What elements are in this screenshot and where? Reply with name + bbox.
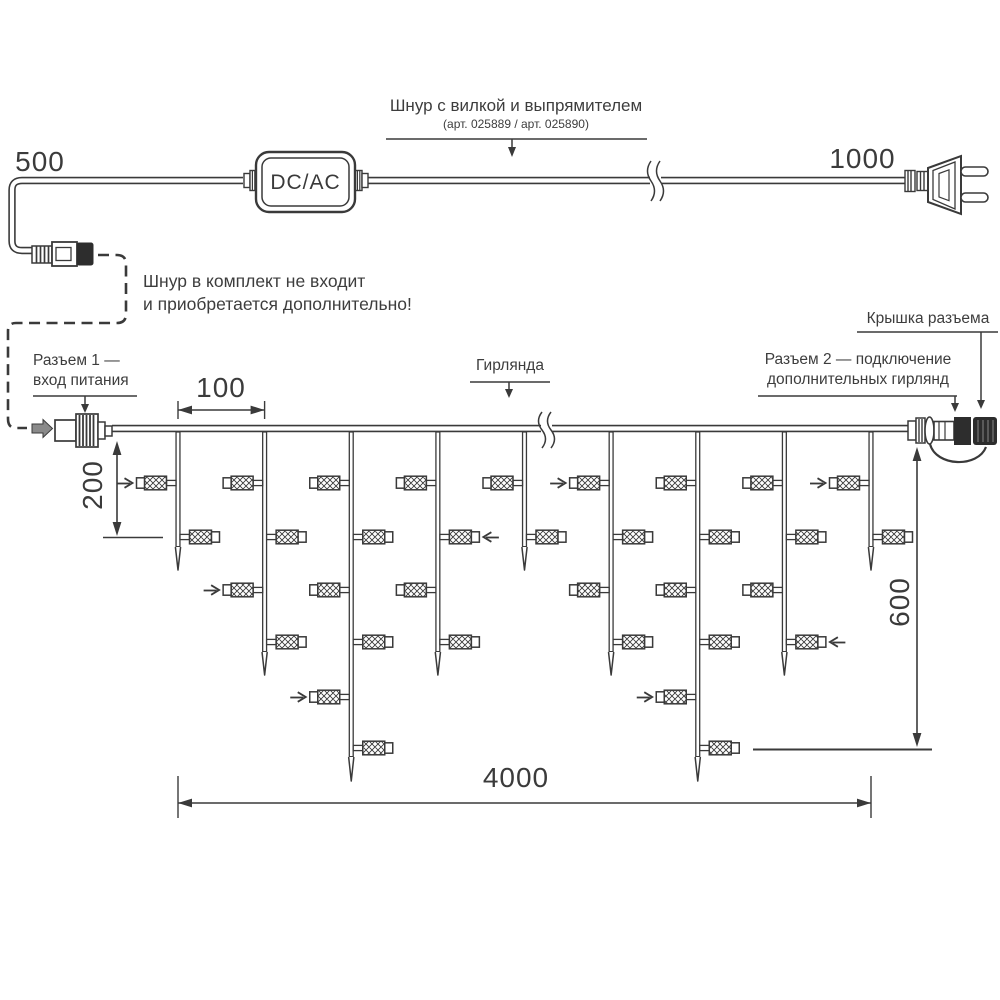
drop-tip bbox=[262, 652, 267, 675]
bulb-stub bbox=[340, 587, 350, 592]
bulb-cap bbox=[731, 637, 739, 647]
bulb bbox=[310, 476, 350, 490]
bulb-body bbox=[363, 530, 385, 544]
bulb-body bbox=[231, 583, 253, 597]
bulb-cap bbox=[396, 478, 404, 488]
bulb-body bbox=[796, 530, 818, 544]
title-pointer-arrow bbox=[508, 147, 516, 157]
bulb-body bbox=[363, 635, 385, 649]
bulb-cap bbox=[471, 532, 479, 542]
bulb bbox=[786, 635, 845, 649]
bulb-body bbox=[623, 635, 645, 649]
bulb-stub bbox=[786, 534, 796, 539]
cord-note bbox=[143, 270, 412, 316]
bulb bbox=[786, 530, 826, 544]
bulb bbox=[483, 476, 523, 490]
cord-note-line1: Шнур в комплект не входит bbox=[143, 271, 366, 291]
bulb-stub bbox=[440, 534, 450, 539]
drop-tip bbox=[695, 757, 700, 781]
bulb-stub bbox=[340, 480, 350, 485]
cord-connector bbox=[32, 242, 93, 266]
bulb-body bbox=[664, 690, 686, 704]
bulb-stub bbox=[773, 480, 783, 485]
dim-1000-label: 1000 bbox=[829, 143, 896, 174]
garland-label: Гирлянда bbox=[476, 357, 544, 374]
bulb-cap bbox=[731, 743, 739, 753]
bulb bbox=[290, 690, 349, 704]
bulb-stub bbox=[860, 480, 870, 485]
bulb-cap bbox=[905, 532, 913, 542]
bulb-cap bbox=[310, 478, 318, 488]
bulb bbox=[810, 476, 869, 490]
drop-tip bbox=[435, 652, 440, 675]
bulb-cap bbox=[310, 585, 318, 595]
bulb-cap bbox=[818, 637, 826, 647]
dcac-label: DC/AC bbox=[270, 171, 341, 194]
bulb bbox=[613, 530, 653, 544]
bulb-cap bbox=[212, 532, 220, 542]
bulb bbox=[550, 476, 609, 490]
bulb-cap bbox=[645, 532, 653, 542]
bulb-body bbox=[796, 635, 818, 649]
bulb-stub bbox=[513, 480, 523, 485]
bulb-stub bbox=[700, 639, 710, 644]
bulb-body bbox=[190, 530, 212, 544]
bulb-stub bbox=[440, 639, 450, 644]
bulb-cap bbox=[731, 532, 739, 542]
dim-200-label: 200 bbox=[77, 460, 108, 510]
bulb-cap bbox=[385, 637, 393, 647]
bulb-stub bbox=[613, 534, 623, 539]
bulb-stub bbox=[527, 534, 537, 539]
bulb-body bbox=[231, 476, 253, 490]
bulb-cap bbox=[818, 532, 826, 542]
bulb-stub bbox=[253, 587, 263, 592]
bulb-cap bbox=[223, 585, 231, 595]
bulb bbox=[353, 530, 393, 544]
bulb-cap bbox=[656, 478, 664, 488]
bulb-cap bbox=[137, 478, 145, 488]
bulb bbox=[743, 583, 783, 597]
bulb-stub bbox=[786, 639, 796, 644]
bulb-body bbox=[578, 476, 600, 490]
bulb-stub bbox=[600, 480, 610, 485]
bulb bbox=[656, 583, 696, 597]
connector1-label: Разъем 1 — вход питания bbox=[33, 352, 129, 389]
bulb-stub bbox=[167, 480, 177, 485]
bulb-cap bbox=[298, 637, 306, 647]
bulb-stub bbox=[340, 694, 350, 699]
bulb bbox=[700, 741, 740, 755]
bulb-body bbox=[404, 476, 426, 490]
bulb bbox=[267, 635, 307, 649]
bulb bbox=[440, 635, 480, 649]
bulb bbox=[353, 741, 393, 755]
bulb-body bbox=[318, 690, 340, 704]
drop-tip bbox=[349, 757, 354, 781]
plug-prong bbox=[961, 193, 988, 202]
bulb bbox=[396, 476, 436, 490]
bulb-stub bbox=[700, 534, 710, 539]
bulb-body bbox=[449, 635, 471, 649]
bulb bbox=[353, 635, 393, 649]
bulb-body bbox=[318, 583, 340, 597]
bulb-body bbox=[751, 583, 773, 597]
drop-tip bbox=[522, 547, 527, 570]
bulb-body bbox=[664, 583, 686, 597]
bulb-stub bbox=[600, 587, 610, 592]
bulb-cap bbox=[396, 585, 404, 595]
bulb-cap bbox=[570, 585, 578, 595]
cap-strap bbox=[930, 444, 986, 462]
bulb-cap bbox=[483, 478, 491, 488]
bulb-stub bbox=[686, 480, 696, 485]
bulb bbox=[117, 476, 176, 490]
connector-2-body bbox=[954, 417, 971, 445]
bulb-cap bbox=[223, 478, 231, 488]
bulb bbox=[873, 530, 913, 544]
dim-100-label: 100 bbox=[196, 372, 246, 403]
bulb-cap bbox=[558, 532, 566, 542]
bulb-cap bbox=[656, 585, 664, 595]
bulb-stub bbox=[353, 745, 363, 750]
bulb-stub bbox=[253, 480, 263, 485]
bulb-body bbox=[404, 583, 426, 597]
bulb-body bbox=[491, 476, 513, 490]
bulb bbox=[700, 635, 740, 649]
drop-tip bbox=[609, 652, 614, 675]
bulb-body bbox=[449, 530, 471, 544]
cord-left bbox=[12, 181, 243, 251]
bulb-stub bbox=[267, 639, 277, 644]
bulb-stub bbox=[353, 639, 363, 644]
bulb-cap bbox=[570, 478, 578, 488]
bulb-body bbox=[751, 476, 773, 490]
bulb-body bbox=[838, 476, 860, 490]
dashed-connection-path bbox=[8, 255, 126, 428]
bulb-cap bbox=[385, 532, 393, 542]
bulb-body bbox=[578, 583, 600, 597]
bulb-stub bbox=[686, 694, 696, 699]
bulb-cap bbox=[830, 478, 838, 488]
bulb-cap bbox=[743, 478, 751, 488]
bulb-body bbox=[883, 530, 905, 544]
bulb-body bbox=[709, 741, 731, 755]
bulb bbox=[656, 476, 696, 490]
bulb-body bbox=[536, 530, 558, 544]
bulb bbox=[527, 530, 567, 544]
bulb bbox=[223, 476, 263, 490]
bulb-cap bbox=[645, 637, 653, 647]
bulb-body bbox=[709, 530, 731, 544]
cord-subtitle: (арт. 025889 / арт. 025890) bbox=[443, 117, 589, 131]
bulb-cap bbox=[743, 585, 751, 595]
bulb-body bbox=[709, 635, 731, 649]
bulb-body bbox=[318, 476, 340, 490]
bulb bbox=[700, 530, 740, 544]
power-plug bbox=[905, 156, 988, 214]
bulb bbox=[310, 583, 350, 597]
bulb-cap bbox=[471, 637, 479, 647]
bulb-stub bbox=[873, 534, 883, 539]
bulb-stub bbox=[426, 587, 436, 592]
bulb-cap bbox=[298, 532, 306, 542]
bulb-stub bbox=[613, 639, 623, 644]
bulb bbox=[743, 476, 783, 490]
bulb bbox=[204, 583, 263, 597]
drop-tip bbox=[175, 547, 180, 570]
dim-500-label: 500 bbox=[15, 146, 65, 177]
bulb-cap bbox=[310, 692, 318, 702]
bulb-body bbox=[363, 741, 385, 755]
plug-in-arrow-icon bbox=[32, 420, 53, 438]
bulb-body bbox=[145, 476, 167, 490]
bulb-stub bbox=[426, 480, 436, 485]
cord-note-line2: и приобретается дополнительно! bbox=[143, 294, 412, 314]
bulb bbox=[570, 583, 610, 597]
bulb bbox=[637, 690, 696, 704]
drop-tip bbox=[868, 547, 873, 570]
connector-black-tip bbox=[77, 243, 93, 265]
cord-title: Шнур с вилкой и выпрямителем bbox=[389, 96, 643, 115]
bulb-stub bbox=[267, 534, 277, 539]
bulb bbox=[267, 530, 307, 544]
dim-4000-label: 4000 bbox=[482, 762, 550, 793]
bulb bbox=[440, 530, 499, 544]
cap-label: Крышка разъема bbox=[866, 310, 990, 327]
connector-2 bbox=[908, 417, 997, 462]
connector2-label: Разъем 2 — подключение дополнительных гирлянд bbox=[764, 351, 952, 388]
connector-cap bbox=[973, 417, 997, 445]
plug-prong bbox=[961, 167, 988, 176]
bulb-body bbox=[664, 476, 686, 490]
bulbs-layer bbox=[117, 476, 913, 755]
drop-tip bbox=[782, 652, 787, 675]
bulb-body bbox=[276, 530, 298, 544]
bulb bbox=[180, 530, 220, 544]
bulb-stub bbox=[353, 534, 363, 539]
connector-1 bbox=[32, 414, 112, 447]
bulb-body bbox=[623, 530, 645, 544]
dim-600-label: 600 bbox=[884, 577, 915, 627]
bulb-stub bbox=[686, 587, 696, 592]
bulb bbox=[613, 635, 653, 649]
bulb bbox=[396, 583, 436, 597]
bulb-cap bbox=[656, 692, 664, 702]
bulb-stub bbox=[700, 745, 710, 750]
bulb-body bbox=[276, 635, 298, 649]
bulb-cap bbox=[385, 743, 393, 753]
bulb-stub bbox=[180, 534, 190, 539]
bulb-stub bbox=[773, 587, 783, 592]
